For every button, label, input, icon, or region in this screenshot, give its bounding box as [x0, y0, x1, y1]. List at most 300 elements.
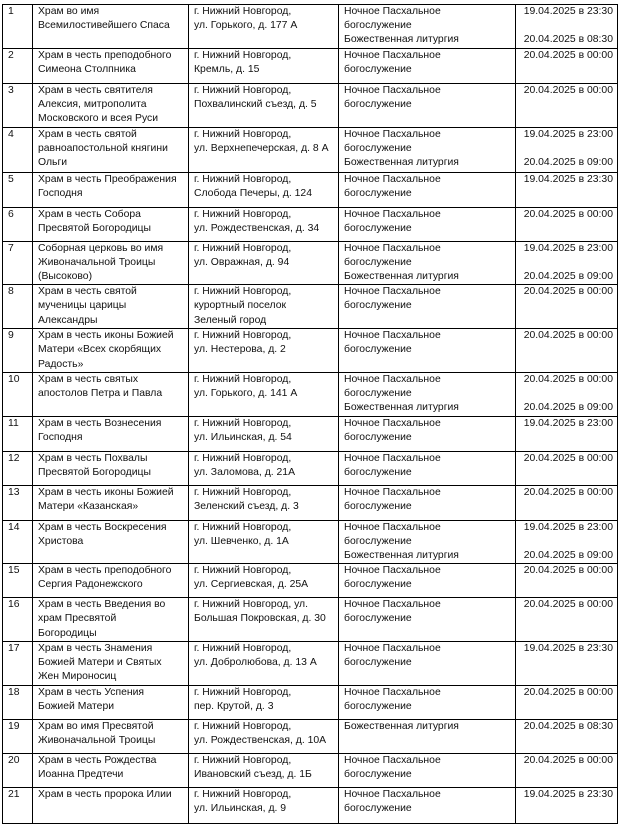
service-line: Ночное Пасхальное [344, 521, 441, 533]
address-line: ул. Заломова, д. 21А [194, 466, 296, 478]
row-number: 8 [8, 286, 14, 298]
table-row [3, 598, 618, 642]
church-name-line: Храм в честь святой [38, 286, 137, 298]
row-number: 14 [8, 521, 20, 533]
service-line: богослужение [344, 466, 412, 478]
service-line: богослужение [344, 222, 412, 234]
church-name-line: Ольги [38, 156, 68, 168]
church-name-cell [33, 241, 189, 285]
table-row [3, 520, 618, 564]
church-name-line: Всемилостивейшего Спаса [38, 20, 170, 32]
row-number: 15 [8, 565, 20, 577]
service-line: Божественная литургия [344, 34, 459, 46]
table-row [3, 241, 618, 285]
datetime-cell [516, 451, 618, 485]
church-name-cell [33, 416, 189, 451]
address-cell [189, 84, 339, 128]
church-name-cell [33, 451, 189, 485]
row-number: 19 [8, 720, 20, 732]
row-number-cell [3, 598, 33, 642]
row-number-cell [3, 5, 33, 49]
church-name-line: Храм в честь святителя [38, 85, 153, 96]
datetime-cell [516, 5, 618, 49]
datetime-line: 20.04.2025 в 09:00 [523, 270, 613, 282]
church-name-cell [33, 84, 189, 128]
service-line: богослужение [344, 99, 412, 111]
row-number: 16 [8, 599, 20, 611]
church-name-line: Храм в честь святой [38, 128, 137, 140]
church-name-line: Московского и всея Руси [38, 113, 159, 125]
address-line: г. Нижний Новгород, [194, 754, 292, 766]
church-name-line: Божией Матери и Святых [38, 657, 162, 668]
address-line: г. Нижний Новгород, ул. [194, 599, 309, 611]
service-line: Ночное Пасхальное [344, 565, 441, 577]
address-cell [189, 241, 339, 285]
datetime-line: 19.04.2025 в 23:00 [523, 417, 613, 429]
row-number: 1 [8, 6, 14, 17]
address-cell [189, 5, 339, 49]
church-name-line: равноапостольной княгини [38, 142, 168, 154]
address-line: ул. Нестерова, д. 2 [194, 344, 286, 356]
datetime-line: 20.04.2025 в 09:00 [523, 550, 613, 562]
service-cell [339, 241, 516, 285]
service-cell [339, 84, 516, 128]
row-number-cell [3, 285, 33, 329]
service-cell [339, 719, 516, 753]
address-line: г. Нижний Новгород, [194, 486, 292, 498]
table-row [3, 451, 618, 485]
service-line: Ночное Пасхальное [344, 642, 441, 654]
church-name-line: Соборная церковь во имя [38, 242, 164, 254]
service-line: Ночное Пасхальное [344, 50, 441, 61]
service-line: Ночное Пасхальное [344, 486, 441, 498]
church-name-line: Симеона Столпника [38, 64, 136, 76]
service-line: Ночное Пасхальное [344, 85, 441, 96]
address-line: Кремль, д. 15 [194, 64, 260, 76]
row-number: 11 [8, 417, 19, 429]
service-line: богослужение [344, 142, 412, 154]
church-name-cell [33, 285, 189, 329]
service-cell [339, 685, 516, 719]
datetime-line [521, 387, 613, 401]
church-name-line: Александры [38, 314, 98, 326]
service-line: богослужение [344, 500, 412, 512]
service-line: богослужение [344, 579, 412, 591]
table-row [3, 416, 618, 451]
row-number: 4 [8, 128, 14, 140]
service-line: богослужение [344, 300, 412, 312]
service-line: богослужение [344, 187, 412, 199]
service-cell [339, 753, 516, 787]
service-line: Ночное Пасхальное [344, 6, 441, 17]
address-line: г. Нижний Новгород, [194, 373, 292, 385]
service-line: богослужение [344, 344, 412, 356]
service-cell [339, 520, 516, 564]
address-cell [189, 451, 339, 485]
datetime-line: 19.04.2025 в 23:30 [523, 173, 613, 185]
row-number-cell [3, 329, 33, 373]
row-number-cell [3, 241, 33, 285]
datetime-cell [516, 172, 618, 207]
church-name-cell [33, 5, 189, 49]
church-name-cell [33, 598, 189, 642]
address-line: курортный поселок [194, 300, 287, 312]
row-number: 18 [8, 686, 20, 698]
address-cell [189, 329, 339, 373]
row-number: 12 [8, 452, 20, 464]
table-row [3, 641, 618, 685]
church-name-line: Храм в честь Вознесения [38, 417, 162, 429]
row-number: 20 [8, 754, 20, 766]
row-number-cell [3, 641, 33, 685]
church-name-line: Матери «Казанская» [38, 500, 139, 512]
service-line: Ночное Пасхальное [344, 330, 441, 342]
address-line: г. Нижний Новгород, [194, 452, 292, 464]
datetime-cell [516, 787, 618, 823]
church-name-line: храм Пресвятой [38, 613, 117, 625]
datetime-cell [516, 416, 618, 451]
service-line: Божественная литургия [344, 720, 459, 732]
service-line: Ночное Пасхальное [344, 128, 441, 140]
table-row [3, 84, 618, 128]
service-line: Ночное Пасхальное [344, 242, 441, 254]
table-row [3, 285, 618, 329]
service-cell [339, 416, 516, 451]
datetime-line: 19.04.2025 в 23:00 [523, 521, 613, 533]
address-cell [189, 685, 339, 719]
church-name-line: Храм в честь преподобного [38, 565, 172, 577]
address-line: г. Нижний Новгород, [194, 565, 292, 577]
datetime-line: 19.04.2025 в 23:00 [523, 242, 613, 254]
address-line: Слобода Печеры, д. 124 [194, 187, 312, 199]
row-number: 9 [8, 330, 14, 342]
service-line: богослужение [344, 613, 412, 625]
service-line: Божественная литургия [344, 156, 459, 168]
table-row [3, 564, 618, 598]
service-line: богослужение [344, 769, 412, 780]
address-line: г. Нижний Новгород, [194, 642, 292, 654]
row-number: 21 [8, 788, 20, 800]
address-line: г. Нижний Новгород, [194, 128, 292, 140]
church-name-line: Живоначальной Троицы [38, 735, 156, 746]
row-number: 6 [8, 208, 14, 220]
row-number: 10 [8, 373, 20, 385]
church-name-line: Пресвятой Богородицы [38, 222, 151, 234]
address-line: г. Нижний Новгород, [194, 242, 292, 254]
church-name-line: Храм в честь Преображения [38, 173, 177, 185]
row-number-cell [3, 172, 33, 207]
address-line: ул. Верхнепечерская, д. 8 А [194, 142, 329, 154]
datetime-cell [516, 241, 618, 285]
address-line: г. Нижний Новгород, [194, 720, 292, 732]
service-line: Ночное Пасхальное [344, 599, 441, 611]
row-number: 17 [8, 642, 20, 654]
church-name-cell [33, 207, 189, 241]
church-name-line: Храм в честь иконы Божией [38, 330, 174, 342]
church-name-cell [33, 564, 189, 598]
datetime-cell [516, 285, 618, 329]
church-name-line: Богородицы [38, 627, 97, 639]
service-line: богослужение [344, 535, 412, 547]
service-line: богослужение [344, 701, 412, 712]
address-line: г. Нижний Новгород, [194, 85, 292, 96]
service-cell [339, 285, 516, 329]
address-cell [189, 564, 339, 598]
address-cell [189, 49, 339, 84]
address-line: г. Нижний Новгород, [194, 50, 292, 61]
service-line: богослужение [344, 431, 412, 443]
church-name-line: Живоначальной Троицы [38, 256, 156, 268]
address-line: г. Нижний Новгород, [194, 286, 292, 298]
church-name-cell [33, 329, 189, 373]
row-number: 3 [8, 85, 14, 96]
row-number: 2 [8, 50, 14, 61]
church-name-line: Храм в честь преподобного [38, 50, 172, 61]
address-cell [189, 520, 339, 564]
address-cell [189, 172, 339, 207]
datetime-cell [516, 641, 618, 685]
datetime-line [521, 535, 613, 549]
address-line: г. Нижний Новгород, [194, 173, 292, 185]
church-name-line: апостолов Петра и Павла [38, 387, 163, 399]
service-cell [339, 207, 516, 241]
table-row [3, 685, 618, 719]
datetime-cell [516, 685, 618, 719]
row-number: 13 [8, 486, 20, 498]
easter-services-table [2, 4, 618, 824]
datetime-cell [516, 84, 618, 128]
address-line: г. Нижний Новгород, [194, 208, 292, 220]
table-row [3, 172, 618, 207]
church-name-cell [33, 685, 189, 719]
datetime-line: 20.04.2025 в 00:00 [523, 330, 613, 342]
address-cell [189, 719, 339, 753]
table-row [3, 485, 618, 520]
service-cell [339, 641, 516, 685]
church-name-line: Иоанна Предтечи [38, 769, 124, 780]
address-line: г. Нижний Новгород, [194, 6, 292, 17]
church-name-line: Жен Мироносиц [38, 671, 117, 683]
row-number-cell [3, 787, 33, 823]
address-cell [189, 372, 339, 416]
service-cell [339, 329, 516, 373]
service-cell [339, 127, 516, 172]
service-line: богослужение [344, 657, 412, 668]
datetime-line: 20.04.2025 в 00:00 [523, 373, 613, 385]
church-name-line: Пресвятой Богородицы [38, 466, 151, 478]
address-line: ул. Горького, д. 141 А [194, 387, 298, 399]
row-number-cell [3, 207, 33, 241]
datetime-cell [516, 485, 618, 520]
church-name-line: Радость» [38, 358, 84, 370]
service-line: богослужение [344, 803, 412, 814]
address-line: Ивановский съезд, д. 1Б [194, 769, 312, 780]
address-cell [189, 485, 339, 520]
row-number-cell [3, 564, 33, 598]
service-cell [339, 598, 516, 642]
service-line: Ночное Пасхальное [344, 286, 441, 298]
table-row [3, 127, 618, 172]
service-cell [339, 5, 516, 49]
datetime-line: 20.04.2025 в 00:00 [523, 599, 613, 611]
address-cell [189, 641, 339, 685]
datetime-line [521, 256, 613, 270]
datetime-line: 20.04.2025 в 00:00 [523, 486, 613, 498]
datetime-cell [516, 49, 618, 84]
table-row [3, 329, 618, 373]
church-name-cell [33, 520, 189, 564]
service-line: Ночное Пасхальное [344, 452, 441, 464]
row-number-cell [3, 685, 33, 719]
address-line: г. Нижний Новгород, [194, 686, 292, 698]
service-cell [339, 564, 516, 598]
church-name-line: Сергия Радонежского [38, 579, 143, 591]
service-line: богослужение [344, 387, 412, 399]
row-number: 5 [8, 173, 14, 185]
church-name-cell [33, 485, 189, 520]
church-name-line: Божией Матери [38, 701, 115, 712]
row-number-cell [3, 451, 33, 485]
address-cell [189, 787, 339, 823]
datetime-line: 20.04.2025 в 08:30 [523, 720, 613, 732]
church-name-line: Храм в честь Успения [38, 686, 145, 698]
church-name-cell [33, 787, 189, 823]
address-line: пер. Крутой, д. 3 [194, 701, 274, 712]
address-line: Зеленский съезд, д. 3 [194, 500, 299, 512]
address-cell [189, 127, 339, 172]
datetime-line: 20.04.2025 в 09:00 [523, 156, 613, 168]
church-name-line: Храм в честь Собора [38, 208, 141, 220]
row-number-cell [3, 485, 33, 520]
table-row [3, 372, 618, 416]
church-name-cell [33, 641, 189, 685]
service-cell [339, 787, 516, 823]
datetime-line: 19.04.2025 в 23:30 [523, 788, 613, 800]
address-line: ул. Овражная, д. 94 [194, 256, 290, 268]
datetime-line: 20.04.2025 в 00:00 [523, 208, 613, 220]
datetime-cell [516, 753, 618, 787]
table-row [3, 719, 618, 753]
address-line: Большая Покровская, д. 30 [194, 613, 326, 625]
address-line: Зеленый город [194, 314, 267, 326]
datetime-cell [516, 372, 618, 416]
table-row [3, 753, 618, 787]
datetime-cell [516, 564, 618, 598]
service-line: Божественная литургия [344, 550, 459, 562]
service-cell [339, 49, 516, 84]
church-name-line: Храм в честь святых [38, 373, 139, 385]
address-line: ул. Сергиевская, д. 25А [194, 579, 309, 591]
datetime-cell [516, 329, 618, 373]
church-name-line: Храм в честь иконы Божией [38, 486, 174, 498]
service-line: богослужение [344, 256, 412, 268]
service-line: Ночное Пасхальное [344, 686, 441, 698]
row-number-cell [3, 49, 33, 84]
church-name-line: Христова [38, 535, 84, 547]
datetime-line: 19.04.2025 в 23:00 [523, 128, 613, 140]
datetime-cell [516, 598, 618, 642]
service-line: Ночное Пасхальное [344, 208, 441, 220]
service-cell [339, 172, 516, 207]
row-number-cell [3, 416, 33, 451]
datetime-line [521, 19, 613, 33]
church-name-line: Храм в честь Знамения [38, 642, 153, 654]
church-name-cell [33, 49, 189, 84]
datetime-line: 20.04.2025 в 00:00 [523, 286, 613, 298]
table-row [3, 49, 618, 84]
address-cell [189, 416, 339, 451]
address-line: г. Нижний Новгород, [194, 330, 292, 342]
church-name-cell [33, 127, 189, 172]
service-line: Ночное Пасхальное [344, 173, 441, 185]
address-line: г. Нижний Новгород, [194, 417, 292, 429]
church-name-cell [33, 753, 189, 787]
service-line: Ночное Пасхальное [344, 754, 441, 766]
datetime-line: 19.04.2025 в 23:30 [523, 6, 613, 17]
church-name-cell [33, 172, 189, 207]
row-number-cell [3, 84, 33, 128]
church-name-line: Храм в честь пророка Илии [38, 788, 172, 800]
table-body [3, 5, 618, 824]
church-name-cell [33, 719, 189, 753]
service-line: Ночное Пасхальное [344, 373, 441, 385]
row-number: 7 [8, 242, 14, 254]
table-row [3, 207, 618, 241]
datetime-line: 20.04.2025 в 00:00 [523, 50, 613, 61]
address-line: ул. Шевченко, д. 1А [194, 535, 289, 547]
datetime-line: 20.04.2025 в 00:00 [523, 565, 613, 577]
address-line: ул. Рождественская, д. 34 [194, 222, 320, 234]
church-name-line: Храм в честь Введения во [38, 599, 166, 611]
datetime-line: 20.04.2025 в 00:00 [523, 686, 613, 698]
address-cell [189, 285, 339, 329]
address-line: ул. Рождественская, д. 10А [194, 735, 327, 746]
church-name-line: Храм в честь Рождества [38, 754, 157, 766]
service-cell [339, 451, 516, 485]
address-cell [189, 598, 339, 642]
church-name-line: Храм во имя [38, 6, 100, 17]
table-row [3, 5, 618, 49]
church-name-line: Господня [38, 431, 83, 443]
service-cell [339, 485, 516, 520]
datetime-cell [516, 127, 618, 172]
datetime-line: 20.04.2025 в 00:00 [523, 85, 613, 96]
address-line: ул. Горького, д. 177 А [194, 20, 298, 32]
datetime-line: 19.04.2025 в 23:30 [523, 642, 613, 654]
row-number-cell [3, 719, 33, 753]
church-name-line: Алексия, митрополита [38, 99, 147, 111]
service-line: Ночное Пасхальное [344, 788, 441, 800]
datetime-line [521, 142, 613, 156]
row-number-cell [3, 372, 33, 416]
church-name-line: Храм во имя Пресвятой [38, 720, 154, 732]
address-line: ул. Ильинская, д. 9 [194, 803, 287, 814]
service-line: Божественная литургия [344, 402, 459, 414]
row-number-cell [3, 127, 33, 172]
address-line: ул. Ильинская, д. 54 [194, 431, 292, 443]
address-line: ул. Добролюбова, д. 13 А [194, 657, 317, 668]
datetime-cell [516, 719, 618, 753]
datetime-cell [516, 207, 618, 241]
row-number-cell [3, 753, 33, 787]
church-name-line: (Высоково) [38, 270, 93, 282]
church-name-cell [33, 372, 189, 416]
service-cell [339, 372, 516, 416]
row-number-cell [3, 520, 33, 564]
church-name-line: Господня [38, 187, 83, 199]
church-name-line: мученицы царицы [38, 300, 127, 312]
service-line: Ночное Пасхальное [344, 417, 441, 429]
